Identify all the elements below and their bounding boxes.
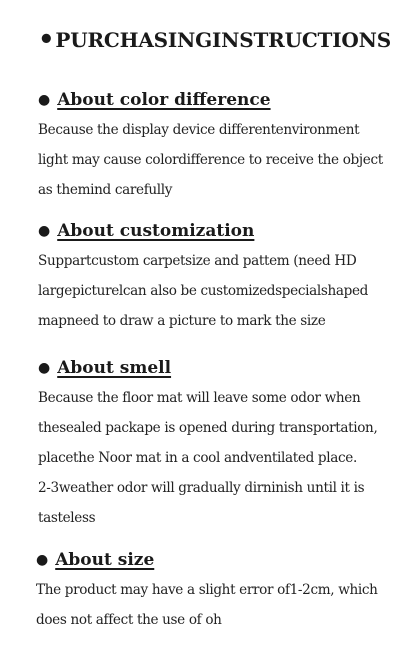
section-heading-text: About smell — [57, 358, 172, 378]
section-smell — [38, 357, 408, 533]
section-heading-text: About customization — [57, 221, 255, 241]
body-line: Suppartcustom carpetsize and pattem (need HD — [38, 253, 357, 269]
section-size — [36, 549, 406, 635]
section-heading — [38, 357, 408, 379]
section-customization — [38, 220, 408, 336]
body-line: Because the floor mat will leave some odor when — [38, 390, 361, 406]
bullet-icon: ● — [38, 92, 51, 108]
section-heading — [36, 549, 406, 571]
section-body — [38, 246, 408, 336]
body-line: Because the display device differentenvironment — [38, 122, 360, 138]
body-line: largepicturelcan also be customizedspecialshaped — [38, 283, 369, 299]
body-line: placethe Noor mat in a cool andventilated place. — [38, 450, 357, 466]
body-line: mapneed to draw a picture to mark the size — [38, 313, 326, 329]
section-color-difference — [38, 89, 408, 205]
bullet-icon: ● — [38, 360, 51, 376]
body-line: light may cause colordifference to receive the object — [38, 152, 383, 168]
title-bullet-dot: • — [38, 25, 55, 55]
bullet-icon: ● — [38, 223, 51, 239]
section-body — [36, 575, 406, 635]
page-title — [38, 27, 391, 53]
body-line: thesealed packape is opened during transportation, — [38, 420, 378, 436]
body-line: The product may have a slight error of1-2cm, which — [36, 582, 378, 598]
page-title-text: PURCHASINGINSTRUCTIONS — [55, 28, 391, 52]
body-line: 2-3weather odor will gradually dirninish until it is — [38, 480, 365, 496]
section-body — [38, 115, 408, 205]
bullet-icon: ● — [36, 552, 49, 568]
section-heading — [38, 89, 408, 111]
section-heading-text: About size — [55, 550, 155, 570]
body-line: as themind carefully — [38, 182, 173, 198]
body-line: tasteless — [38, 510, 96, 526]
section-heading — [38, 220, 408, 242]
section-heading-text: About color difference — [57, 90, 271, 110]
body-line: does not affect the use of oh — [36, 612, 222, 628]
section-body — [38, 383, 408, 533]
